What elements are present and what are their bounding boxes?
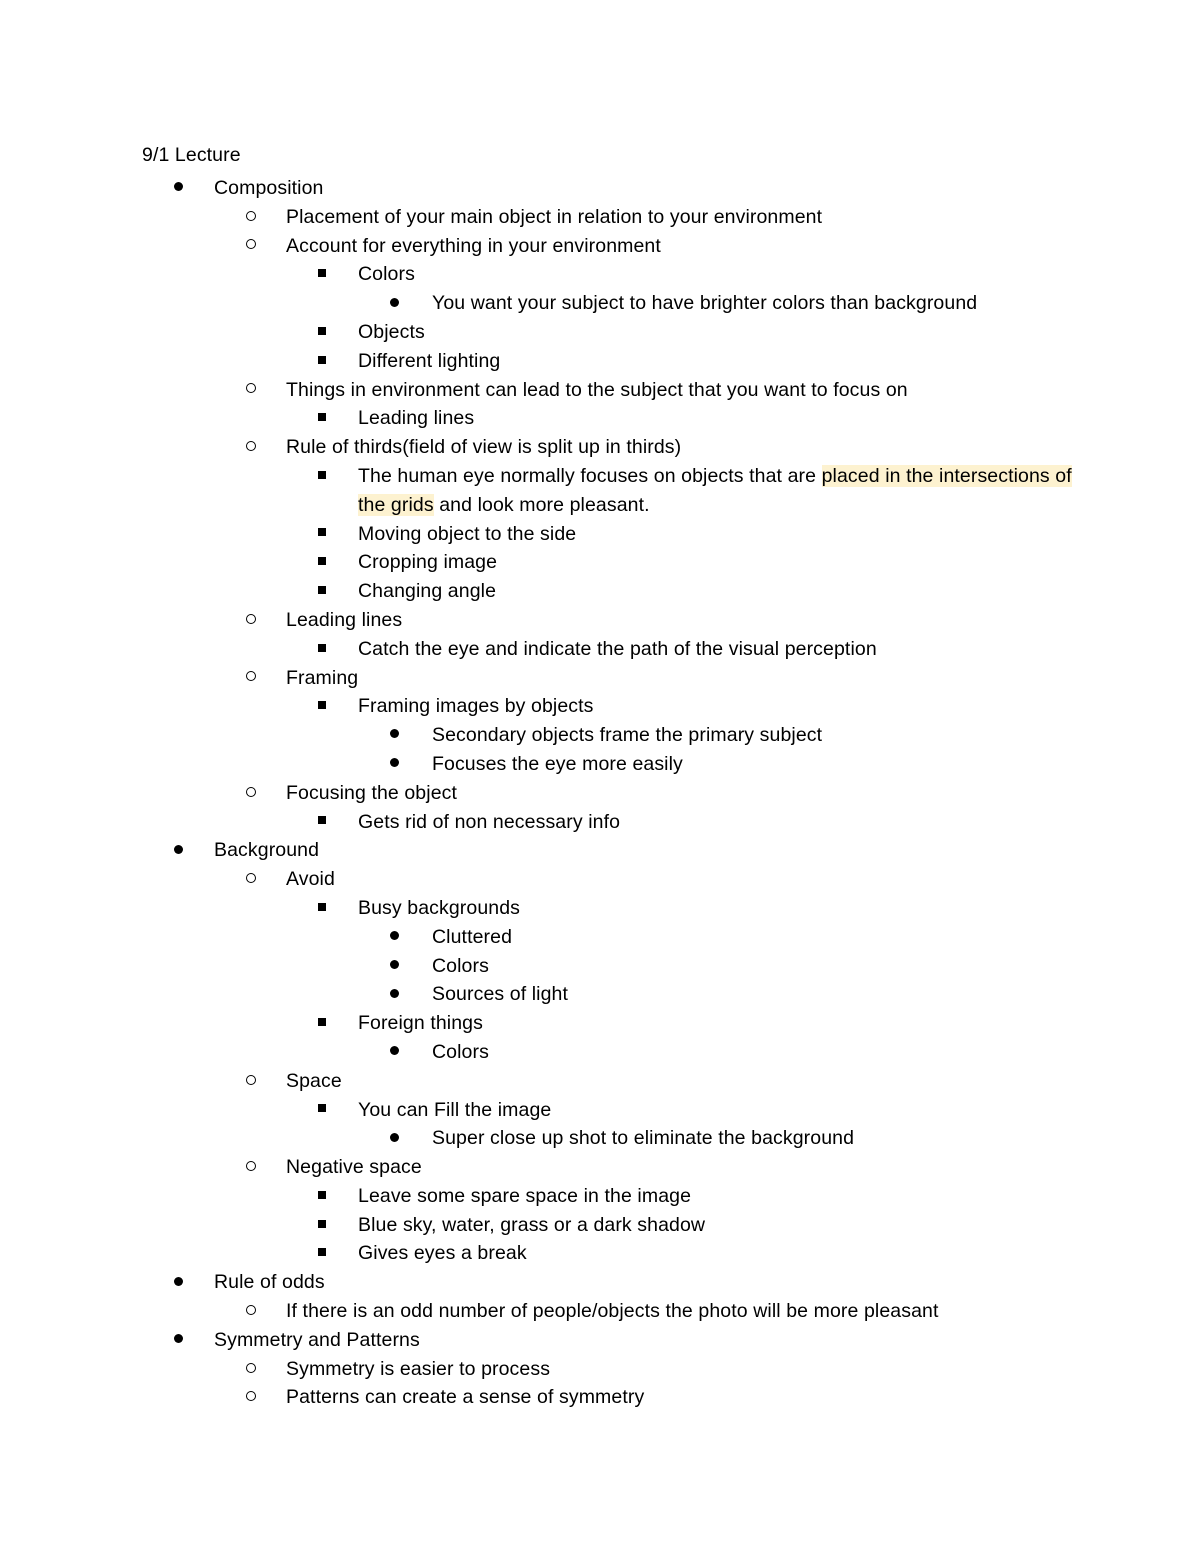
bullet-square-icon-glyph (318, 644, 326, 652)
bullet-disc-icon-glyph (174, 1334, 183, 1343)
bullet-square-icon-glyph (318, 1220, 326, 1228)
outline-item (286, 808, 1080, 837)
outline-item (142, 174, 1080, 836)
outline-item-text: Colors (432, 1040, 489, 1063)
outline-item-text: Cropping image (358, 551, 498, 574)
outline-item (214, 1153, 1080, 1268)
outline-item-text: Framing images by objects (358, 695, 594, 718)
bullet-disc-icon (390, 1124, 410, 1153)
outline-item (286, 404, 1080, 433)
bullet-square-icon-glyph (318, 413, 326, 421)
outline-item (286, 462, 1080, 520)
bullet-square-icon (318, 808, 338, 837)
bullet-circle-icon-glyph (246, 239, 256, 249)
outline-item-text: Leave some spare space in the image (358, 1184, 692, 1207)
bullet-disc-icon (390, 1038, 410, 1067)
outline-item-text: If there is an odd number of people/objects the photo will be more pleasant (286, 1300, 939, 1323)
outline-item-text: Avoid (286, 868, 335, 891)
outline-item (214, 606, 1080, 664)
bullet-circle-icon (246, 1067, 266, 1096)
outline-sublist (358, 721, 1080, 779)
bullet-square-icon (318, 894, 338, 923)
outline-item (358, 1038, 1080, 1067)
plain-text: and look more pleasant. (433, 493, 650, 516)
bullet-square-icon (318, 520, 338, 549)
outline-sublist (286, 635, 1080, 664)
outline-item-text: Colors (358, 263, 415, 286)
bullet-circle-icon-glyph (246, 1363, 256, 1373)
outline-sublist (286, 808, 1080, 837)
outline-item-text: You want your subject to have brighter colors than background (432, 292, 978, 315)
outline-item (286, 520, 1080, 549)
bullet-circle-icon (246, 433, 266, 462)
bullet-square-icon-glyph (318, 1104, 326, 1112)
bullet-square-icon-glyph (318, 1018, 326, 1026)
bullet-disc-icon-glyph (390, 989, 399, 998)
outline-item (286, 1096, 1080, 1154)
bullet-circle-icon-glyph (246, 1391, 256, 1401)
outline-item (214, 376, 1080, 434)
bullet-circle-icon-glyph (246, 441, 256, 451)
bullet-circle-icon-glyph (246, 383, 256, 393)
bullet-disc-icon-glyph (390, 1046, 399, 1055)
outline-item-text: Composition (214, 177, 324, 199)
outline-item-text: Changing angle (358, 580, 497, 603)
bullet-square-icon (318, 577, 338, 606)
bullet-square-icon (318, 347, 338, 376)
bullet-circle-icon (246, 865, 266, 894)
outline-item-text: Negative space (286, 1156, 422, 1179)
bullet-square-icon (318, 692, 338, 721)
outline-item (358, 980, 1080, 1009)
outline-item (286, 347, 1080, 376)
outline-item-text: Different lighting (358, 349, 501, 372)
outline-sublist (286, 894, 1080, 1067)
bullet-circle-icon-glyph (246, 614, 256, 624)
outline-item (214, 1297, 1080, 1326)
bullet-circle-icon (246, 376, 266, 405)
outline-item (286, 577, 1080, 606)
bullet-circle-icon-glyph (246, 1161, 256, 1171)
outline-item-text: Rule of thirds(field of view is split up in thirds) (286, 436, 682, 459)
bullet-disc-icon (174, 836, 194, 865)
bullet-square-icon-glyph (318, 1248, 326, 1256)
outline-list (142, 174, 1080, 1412)
outline-item (286, 260, 1080, 318)
bullet-square-icon (318, 635, 338, 664)
bullet-square-icon (318, 318, 338, 347)
outline-sublist (214, 1297, 1080, 1326)
bullet-square-icon (318, 1182, 338, 1211)
outline-item-text: Gives eyes a break (358, 1242, 527, 1265)
outline-item-text: Moving object to the side (358, 522, 577, 545)
outline-item-text: Focusing the object (286, 781, 458, 804)
outline-sublist (286, 462, 1080, 606)
bullet-disc-icon (174, 174, 194, 203)
outline-item-text: Cluttered (432, 925, 513, 948)
bullet-square-icon-glyph (318, 903, 326, 911)
outline-sublist (286, 1096, 1080, 1154)
outline-item (214, 1355, 1080, 1384)
outline-item-text: Gets rid of non necessary info (358, 810, 621, 833)
bullet-circle-icon (246, 232, 266, 261)
bullet-disc-icon-glyph (390, 758, 399, 767)
bullet-square-icon (318, 404, 338, 433)
outline-sublist (286, 692, 1080, 778)
bullet-square-icon (318, 1211, 338, 1240)
bullet-square-icon-glyph (318, 1191, 326, 1199)
outline-sublist (286, 260, 1080, 375)
outline-item (358, 1124, 1080, 1153)
bullet-disc-icon (390, 750, 410, 779)
bullet-square-icon-glyph (318, 269, 326, 277)
outline-item-text (358, 462, 1080, 520)
outline-item (214, 203, 1080, 232)
outline-item (214, 433, 1080, 606)
bullet-circle-icon (246, 1355, 266, 1384)
bullet-disc-icon (390, 923, 410, 952)
outline-item (214, 232, 1080, 376)
outline-item-text: Sources of light (432, 983, 569, 1006)
outline-item (358, 923, 1080, 952)
outline-item (214, 1383, 1080, 1412)
bullet-square-icon (318, 548, 338, 577)
outline-item-text: Blue sky, water, grass or a dark shadow (358, 1213, 706, 1236)
outline-item (142, 1268, 1080, 1326)
outline-item-text: Placement of your main object in relation to your environment (286, 205, 823, 228)
outline-sublist (358, 1124, 1080, 1153)
outline-item-text: Rule of odds (214, 1271, 325, 1294)
bullet-square-icon-glyph (318, 816, 326, 824)
bullet-circle-icon-glyph (246, 873, 256, 883)
bullet-square-icon-glyph (318, 557, 326, 565)
outline-item (286, 1009, 1080, 1067)
outline-item (142, 836, 1080, 1268)
outline-item-text: Background (214, 839, 320, 862)
bullet-disc-icon (390, 952, 410, 981)
outline-item-text: Symmetry and Patterns (214, 1328, 420, 1351)
outline-item (286, 692, 1080, 778)
outline-item-text: Secondary objects frame the primary subject (432, 724, 823, 747)
bullet-square-icon (318, 1009, 338, 1038)
bullet-disc-icon-glyph (174, 845, 183, 854)
outline-item-text: Objects (358, 320, 425, 343)
bullet-disc-icon-glyph (390, 960, 399, 969)
highlighted-text: placed in the intersections of the grids (358, 464, 1072, 516)
outline-sublist (214, 203, 1080, 837)
bullet-disc-icon (390, 289, 410, 318)
plain-text: The human eye normally focuses on objects that are (358, 464, 822, 487)
bullet-disc-icon-glyph (174, 182, 183, 191)
outline-item (358, 952, 1080, 981)
outline-item (286, 1239, 1080, 1268)
bullet-circle-icon (246, 203, 266, 232)
outline-item (358, 721, 1080, 750)
outline-item-text: Catch the eye and indicate the path of the visual perception (358, 637, 877, 660)
bullet-circle-icon (246, 779, 266, 808)
outline-item (214, 664, 1080, 779)
outline-sublist (286, 1182, 1080, 1268)
bullet-square-icon-glyph (318, 528, 326, 536)
outline-item-text: Busy backgrounds (358, 896, 521, 919)
outline-item (214, 865, 1080, 1067)
bullet-circle-icon-glyph (246, 211, 256, 221)
bullet-circle-icon-glyph (246, 671, 256, 681)
outline-item-text: Foreign things (358, 1012, 483, 1035)
outline-item-text: Space (286, 1069, 342, 1092)
bullet-square-icon-glyph (318, 471, 326, 479)
bullet-disc-icon-glyph (390, 931, 399, 940)
bullet-disc-icon-glyph (390, 1133, 399, 1142)
outline-sublist (358, 923, 1080, 1009)
bullet-disc-icon (390, 721, 410, 750)
bullet-disc-icon-glyph (174, 1277, 183, 1286)
bullet-square-icon-glyph (318, 356, 326, 364)
bullet-disc-icon (390, 980, 410, 1009)
bullet-disc-icon-glyph (390, 729, 399, 738)
bullet-circle-icon (246, 1383, 266, 1412)
outline-item (286, 1182, 1080, 1211)
bullet-disc-icon (174, 1326, 194, 1355)
outline-item-text: Super close up shot to eliminate the background (432, 1127, 855, 1150)
bullet-disc-icon-glyph (390, 298, 399, 307)
bullet-square-icon (318, 1239, 338, 1268)
outline-item-text: Leading lines (286, 608, 403, 631)
outline-sublist (214, 1355, 1080, 1413)
outline-item-text: Things in environment can lead to the subject that you want to focus on (286, 378, 908, 401)
outline-item (286, 635, 1080, 664)
outline-item-text: Account for everything in your environment (286, 234, 661, 257)
outline-item (286, 894, 1080, 1009)
outline-sublist (358, 1038, 1080, 1067)
bullet-circle-icon (246, 1153, 266, 1182)
outline-item (214, 779, 1080, 837)
bullet-square-icon (318, 1096, 338, 1125)
outline-item (358, 750, 1080, 779)
outline-item-text: Leading lines (358, 407, 475, 430)
outline-item (142, 1326, 1080, 1412)
outline-item-text: Symmetry is easier to process (286, 1357, 551, 1380)
outline-item (214, 1067, 1080, 1153)
bullet-circle-icon (246, 664, 266, 693)
outline-item (286, 548, 1080, 577)
bullet-disc-icon (174, 1268, 194, 1297)
bullet-square-icon-glyph (318, 327, 326, 335)
bullet-circle-icon-glyph (246, 787, 256, 797)
bullet-square-icon-glyph (318, 586, 326, 594)
outline-item (286, 318, 1080, 347)
outline-item-text: Patterns can create a sense of symmetry (286, 1386, 645, 1409)
outline-item-text: Colors (432, 954, 489, 977)
bullet-square-icon (318, 462, 338, 491)
outline-item (286, 1211, 1080, 1240)
outline-item-text: You can Fill the image (358, 1098, 552, 1121)
bullet-circle-icon (246, 606, 266, 635)
bullet-circle-icon (246, 1297, 266, 1326)
bullet-circle-icon-glyph (246, 1305, 256, 1315)
outline-sublist (286, 404, 1080, 433)
bullet-square-icon-glyph (318, 701, 326, 709)
bullet-circle-icon-glyph (246, 1075, 256, 1085)
bullet-square-icon (318, 260, 338, 289)
outline-item-text: Focuses the eye more easily (432, 752, 683, 775)
page-title: 9/1 Lecture (142, 144, 241, 166)
outline-sublist (214, 865, 1080, 1268)
outline-item (358, 289, 1080, 318)
outline-sublist (358, 289, 1080, 318)
outline-item-text: Framing (286, 666, 359, 689)
